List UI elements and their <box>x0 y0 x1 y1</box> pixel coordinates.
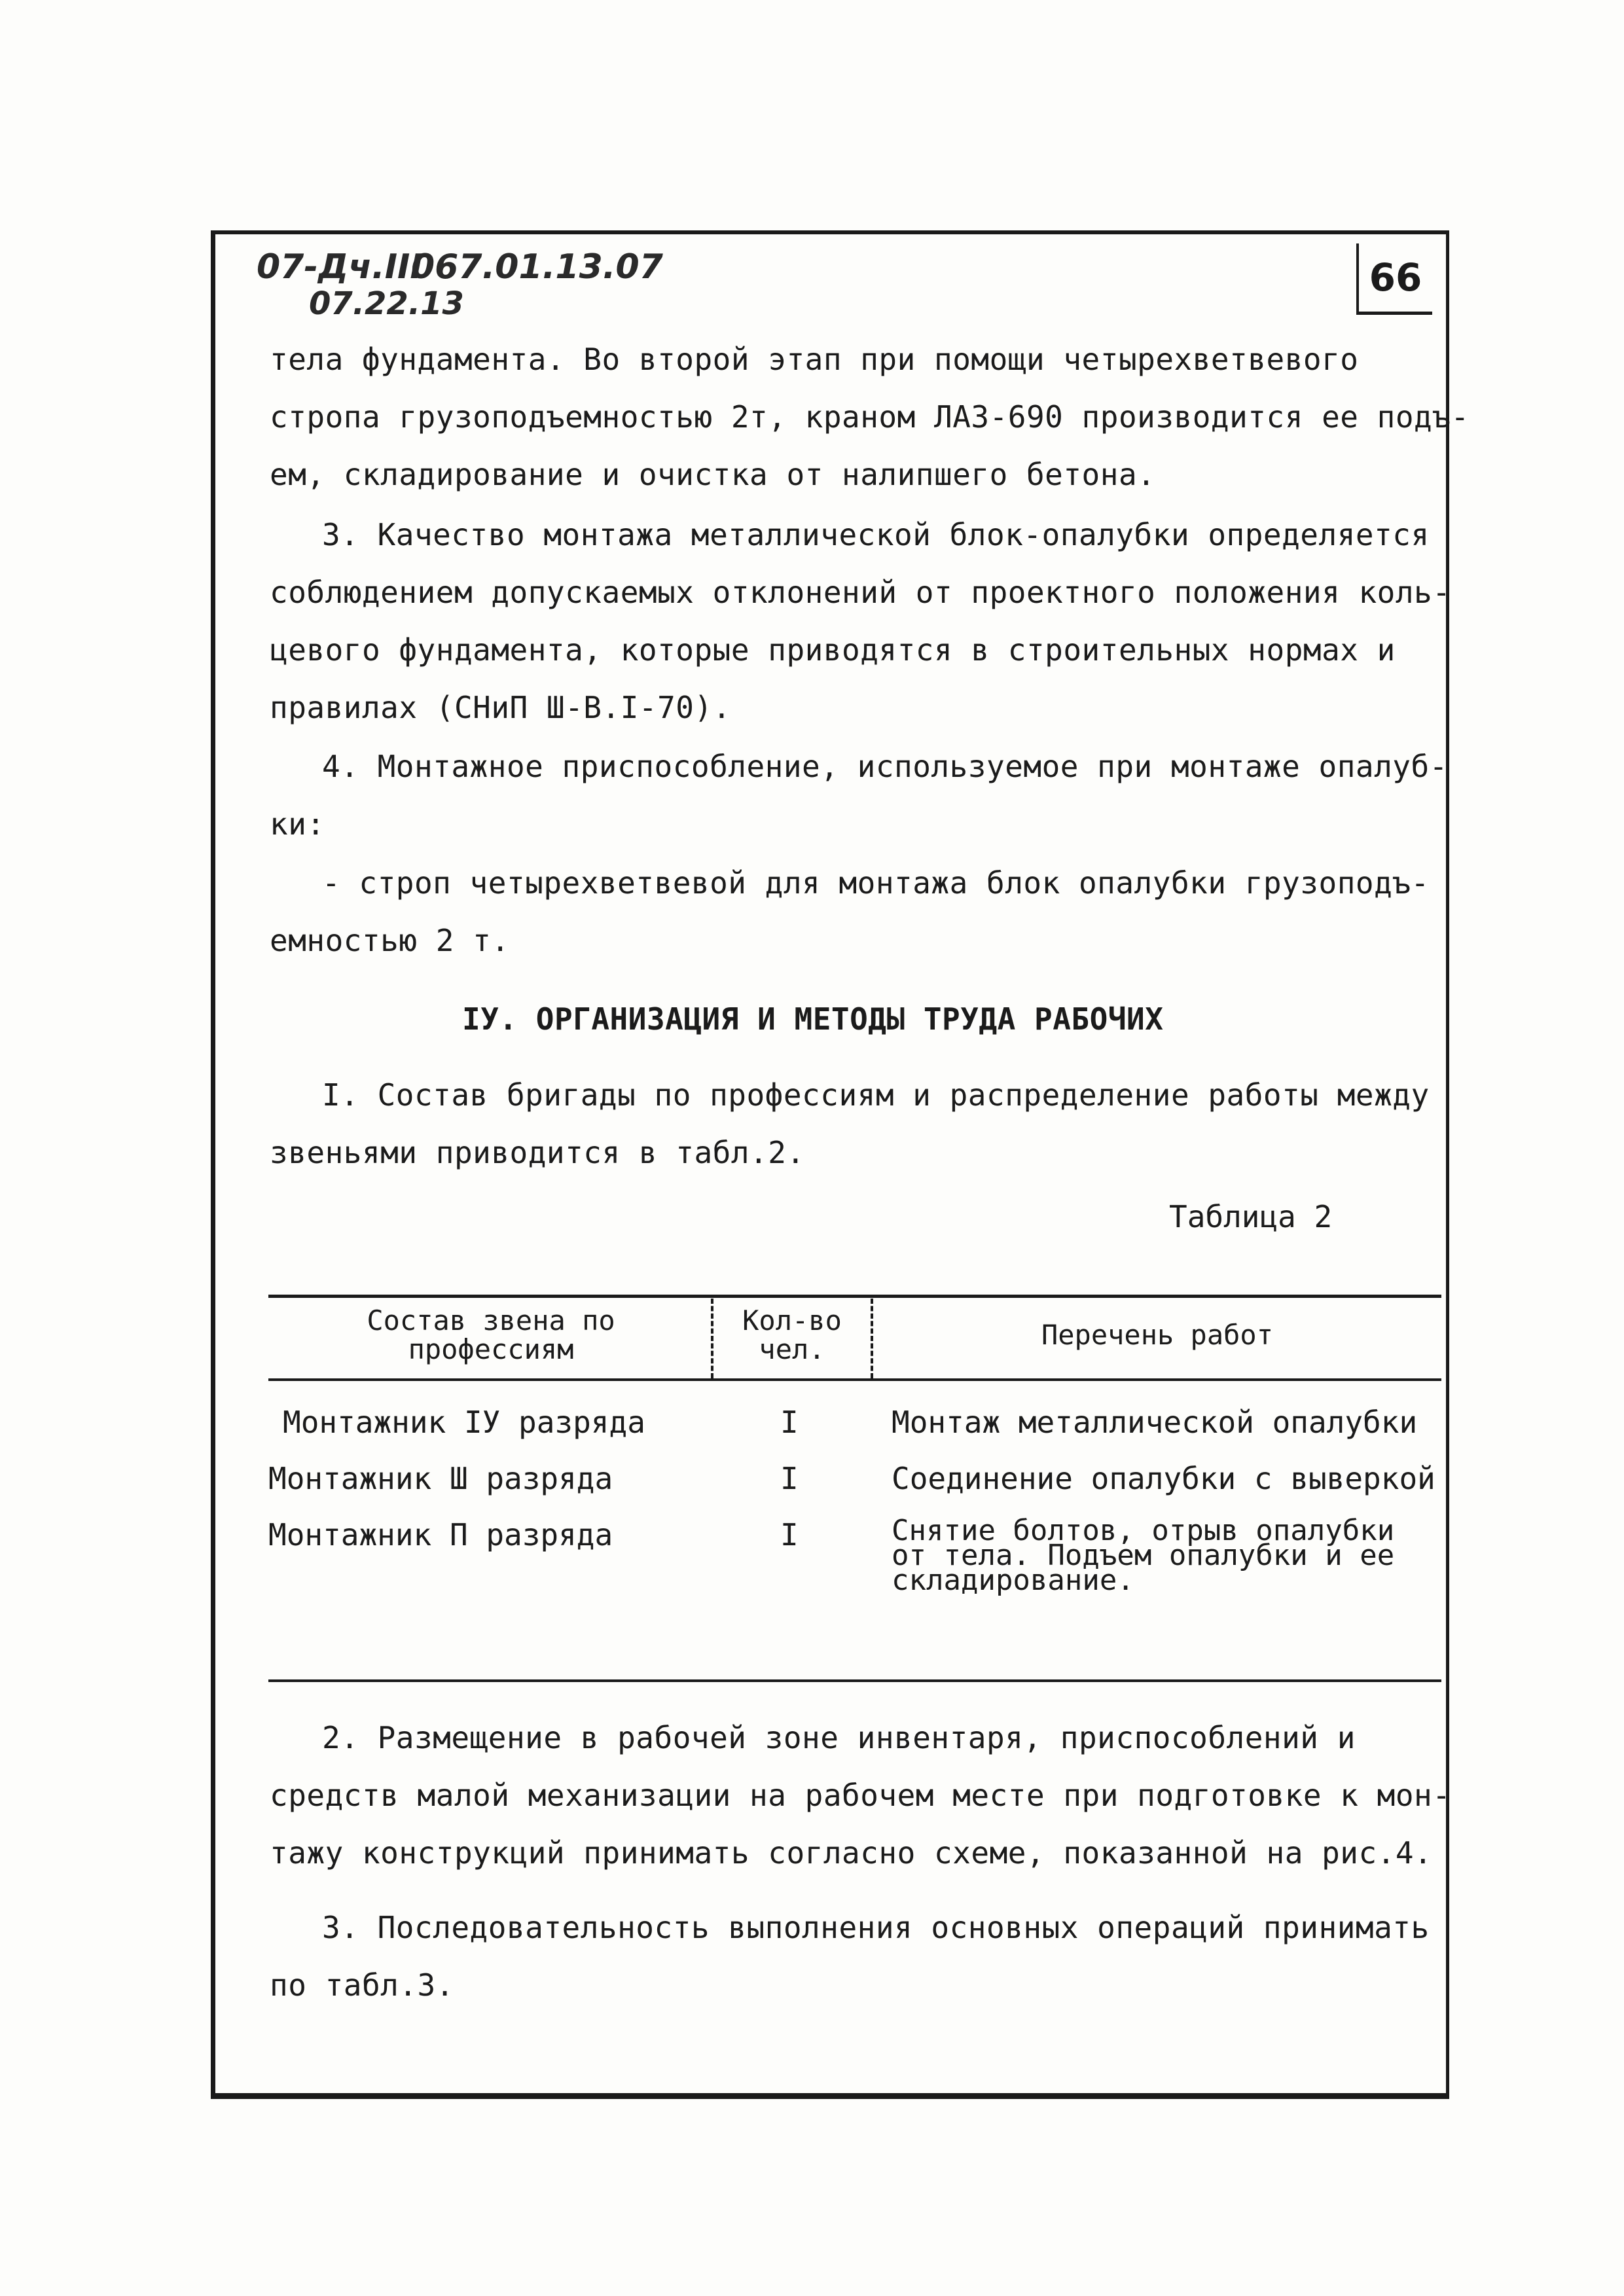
body-line: 3. Последовательность выполнения основных операций принимать <box>322 1910 1430 1945</box>
table-cell-profession: Монтажник IУ разряда <box>283 1405 645 1440</box>
table-cell-work: Монтаж металлической опалубки <box>892 1405 1418 1440</box>
handwritten-code-2: 067.01.13.07 <box>411 247 663 287</box>
table-header-count: Кол-во чел. <box>742 1304 842 1365</box>
table-header-composition: Состав звена по профессиям <box>367 1304 615 1365</box>
table-cell-profession: Монтажник П разряда <box>268 1517 613 1552</box>
body-line: тажу конструкций принимать согласно схеме, показанной на рис.4. <box>270 1835 1433 1871</box>
body-line: 4. Монтажное приспособление, используемое при монтаже опалуб- <box>322 749 1448 784</box>
page-number: 66 <box>1356 243 1432 315</box>
body-line: - строп четырехветвевой для монтажа блок опалубки грузоподъ- <box>322 865 1430 901</box>
body-line: правилах (СНиП Ш-В.I-70). <box>270 690 731 725</box>
intro-line: звеньями приводится в табл.2. <box>270 1135 805 1170</box>
body-line: средств малой механизации на рабочем месте при подготовке к мон- <box>270 1778 1451 1813</box>
table-cell-profession: Монтажник Ш разряда <box>268 1461 613 1496</box>
body-line: 3. Качество монтажа металлической блок-опалубки определяется <box>322 517 1430 552</box>
body-line: тела фундамента. Во второй этап при помощи четырехветвевого <box>270 342 1359 377</box>
body-line: емностью 2 т. <box>270 923 510 958</box>
text-body-after-table <box>270 0 1451 2296</box>
body-line: ем, складирование и очистка от налипшего бетона. <box>270 457 1156 492</box>
table-caption: Таблица 2 <box>1169 1199 1333 1234</box>
table-cell-count: I <box>780 1405 799 1440</box>
handwritten-code-1: 07-Дч.III <box>257 247 423 287</box>
table-cell-work: Снятие болтов, отрыв опалубки от тела. Подъем опалубки и ее складирование. <box>892 1514 1395 1597</box>
body-line: ки: <box>270 806 325 842</box>
handwritten-code-3: 07.22.13 <box>309 285 464 322</box>
body-line: стропа грузоподъемностью 2т, краном ЛАЗ-690 производится ее подъ- <box>270 399 1470 435</box>
table-cell-work: Соединение опалубки с выверкой <box>892 1461 1435 1496</box>
table-cell-count: I <box>780 1461 799 1496</box>
intro-line: I. Состав бригады по профессиям и распределение работы между <box>322 1077 1430 1113</box>
table-cell-count: I <box>780 1517 799 1552</box>
table-header-worklist: Перечень работ <box>1041 1319 1273 1351</box>
body-line: 2. Размещение в рабочей зоне инвентаря, приспособлений и <box>322 1720 1356 1755</box>
body-line: соблюдением допускаемых отклонений от проектного положения коль- <box>270 575 1451 610</box>
body-line: цевого фундамента, которые приводятся в строительных нормах и <box>270 632 1396 668</box>
body-line: по табл.3. <box>270 1967 454 2003</box>
section-heading: IУ. ОРГАНИЗАЦИЯ И МЕТОДЫ ТРУДА РАБОЧИХ <box>462 1001 1164 1037</box>
